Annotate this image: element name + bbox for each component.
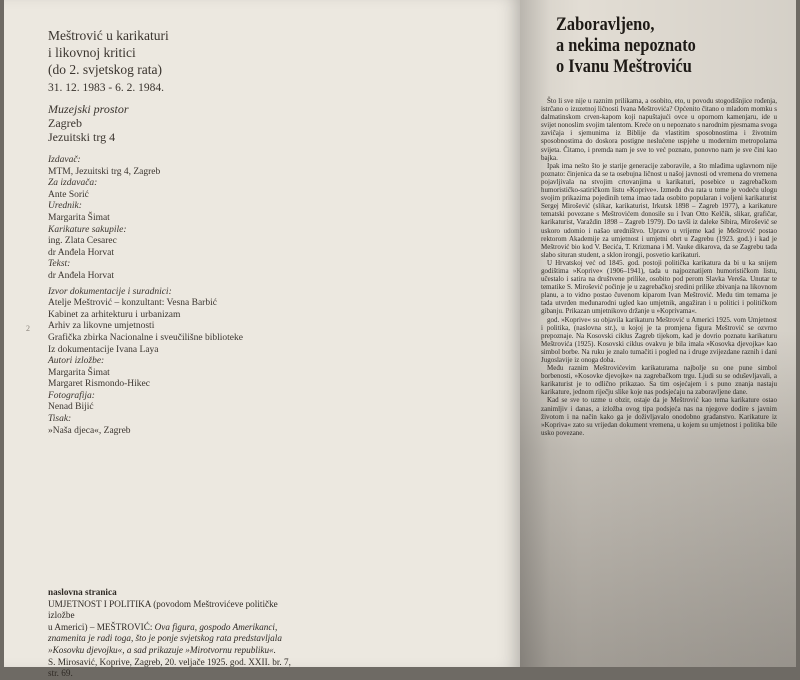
credit-sources bbox=[48, 287, 348, 357]
credit-label: Karikature sakupile: bbox=[48, 224, 127, 235]
credit-label: Fotografija: bbox=[48, 390, 95, 401]
article-paragraph: god. »Koprive« su objavila karikaturu Meštrović u Americi 1925. vom Umjetnost i politika, (naslovna str.), u kojoj je ta promjena figura Meštrović se ozvrno prepoznaje. Na Kosovski ciklus Zagreb tijekom, kad je dovrio poznatu karikaturu Meštrovića (1925). Kosovski ciklus ovakvu je bila imala »Kosovka djevojka« kao simbol borbe. Na ruku je znalo tumačiti i pogled na i druge zvijezdane raznih i dani Jugoslavije iz onoga doba. bbox=[541, 315, 777, 364]
article-paragraph: Među raznim Meštrovićevim karikaturama najbolje su one pune simbol borbenosti, »Kosovke djevojke« na zagrebačkom trgu. Ljudi su se oduševljavali, a karikaturist je to odlično prikazao. Sa tim osjećajem i s puno znanja nastaju karikature, jednom riječju slike koje nas podsjećaju na zaboravljene dane. bbox=[541, 364, 777, 397]
margin-mark: 2 bbox=[26, 324, 30, 333]
credit-value: Margarita Šimat bbox=[48, 367, 110, 378]
credit-value: Margaret Rismondo-Hikec bbox=[48, 379, 150, 390]
credit-value: »Naša djeca«, Zagreb bbox=[48, 425, 131, 436]
credit-value: dr Anđela Horvat bbox=[48, 247, 114, 258]
exhibition-title-line-2: i likovnoj kritici bbox=[48, 45, 136, 60]
credit-value: Margarita Šimat bbox=[48, 212, 110, 223]
exhibition-title-line-3: (do 2. svjetskog rata) bbox=[48, 62, 162, 77]
credit-label: Tekst: bbox=[48, 259, 71, 270]
credit-label: Za izdavača: bbox=[48, 178, 98, 189]
caption-line-3: S. Mirosavić, Koprive, Zagreb, 20. veljače 1925. god. XXII. br. 7, str. 69. bbox=[48, 656, 291, 679]
article-paragraph: Što li sve nije u raznim prilikama, a osobito, eto, u povodu stogodišnjice rođenja, istrčano o izuzetnoj ličnosti Ivana Meštrovića? Općenito čitano o mladom momku s dalmatinskom crven-kapom koji napuštajući ovce u opornom kamenjaru, ide u svijet nonoslim svojim talentom. Kreće on u nepoznato s narodnim pjesmama svoga zavičaja i sjemunima iz Biblije da vlastitim sposobnostima i životnim sposobnostima do doskora postigne neslućene uspjehe u modernim metropolama svijeta. Čitamo, i premda nam je sve to već poznato, ponovno nam je sve čini kao bajka. bbox=[541, 97, 778, 162]
venue-city: Zagreb bbox=[48, 116, 82, 130]
credit-value: Iz dokumentacije Ivana Laya bbox=[48, 344, 159, 355]
credit-label: Autori izložbe: bbox=[48, 356, 105, 367]
credit-editor bbox=[48, 201, 348, 224]
credit-label: Urednik: bbox=[48, 201, 82, 212]
credit-value: Grafička zbirka Nacionalne i sveučilišne biblioteke bbox=[48, 332, 243, 343]
article-title-line-1: Zaboravljeno, bbox=[556, 14, 655, 35]
article-title-line-3: o Ivanu Meštroviću bbox=[556, 56, 692, 77]
credit-value: Atelje Meštrović – konzultant: Vesna Barbić bbox=[48, 298, 217, 309]
caption-line-1: UMJETNOST I POLITIKA (povodom Meštrovićeve političke izložbe bbox=[48, 598, 278, 621]
credit-authors bbox=[48, 356, 348, 391]
cover-caption bbox=[48, 587, 293, 680]
credit-label: Izvor dokumentacije i suradnici: bbox=[48, 286, 172, 297]
venue-name: Muzejski prostor bbox=[48, 102, 129, 116]
credit-value: ing. Zlata Cesarec bbox=[48, 236, 117, 247]
credit-value: dr Anđela Horvat bbox=[48, 270, 114, 281]
venue-block bbox=[48, 102, 129, 144]
caption-heading: naslovna stranica bbox=[48, 587, 117, 597]
article-paragraph: Ipak ima nešto što je starije generacije zaboravile, a što mlađima uglavnom nije poznato: činjenica da se ta osebujna ličnost u našoj javnosti od vremena do vremena pojavljivala na stvojim crtovanjima u karikaturi, posebice u zagrebačkom humorističko-satiričkom listu »Koprive«. Između dva rata u tome je vodeću ulogu svojim prikazima pojedinih tema imao tada osobito popularan i voljeni karikaturist Sergej Mirošević (slikar, karikaturist, Irkutsk 1898 – Zagreb 1977), a karikature tematski povezane s Meštrovićem donosile su i Ivan Otto Kelčik, slikar, grafičar, karikaturist, Varaždin 1898 – Zagreb 1979). Do tavši iz daleke Sibira, Mirošević se uskoro udomio i našao uredništvo. Upravo u vrijeme kad je Meštrović postao rektorom Akademije za umjetnost i umjetni obrt u Zagrebu (1923. god.) i kad je Meštrović bio kod V. Becića, T. Krizmana i M. Vauke dikarova, da se Zagrebu tada slabo situran student, a sklon irongji, posvetio karikaturi. bbox=[541, 161, 777, 259]
credit-value: Arhiv za likovne umjetnosti bbox=[48, 321, 155, 332]
credit-for-publisher bbox=[48, 178, 348, 201]
credit-collectors bbox=[48, 225, 348, 260]
credit-value: Nenad Bijić bbox=[48, 402, 94, 413]
credit-photography bbox=[48, 391, 348, 414]
exhibition-dates: 31. 12. 1983 - 6. 2. 1984. bbox=[48, 82, 164, 94]
exhibition-title-line-1: Meštrović u karikaturi bbox=[48, 28, 169, 43]
credit-value: Kabinet za arhitekturu i urbanizam bbox=[48, 309, 181, 320]
venue-address: Jezuitski trg 4 bbox=[48, 130, 116, 144]
article-title bbox=[556, 14, 754, 77]
credit-value: Ante Sorić bbox=[48, 189, 89, 200]
credit-print bbox=[48, 414, 348, 437]
credit-publisher bbox=[48, 155, 348, 178]
credits-block bbox=[48, 155, 348, 437]
credit-label: Tisak: bbox=[48, 414, 72, 425]
caption-line-2-upright: u Americi) – MEŠTROVIĆ: bbox=[48, 621, 155, 632]
credit-label: Izdavač: bbox=[48, 155, 81, 165]
article-paragraph: U Hrvatskoj već od 1845. god. postoji politička karikatura da bi u ka snijem godištima »Koprive« (1906–1941), tada u najpoznatijem humorističkom listu, učestalo i satira na društvene prilike, osobito pod perom Slavka Vereša. Unutar te tematike S. Mirošević počinje je u zagrebačkoj sredini prilike zbivanja na likovnom planu, a to vidno postao čuvenom kiparom Ivan Meštrović. Među tim temama je tada utvrđen međunarodni ugled kao umjetnik, angažiran i u politici i političkom gibanju. Prikazan umjetnikovo držanje u »Koprivama«. bbox=[541, 258, 777, 316]
article-paragraph: Kad se sve to uzme u obzir, ostaje da je Meštrović kao tema karikature ostao zanimljiv i danas, a izložba ovog tipa podsjeća nas na njegove dodire s javnim životom i na način kako ga je doživljavalo onodobno građanstvo. Karikature iz »Kopriva« zato su vrijedan dokument vremena, u kojem su umjetnost i politika bile usko povezane. bbox=[541, 396, 777, 437]
left-page bbox=[4, 0, 520, 679]
exhibition-title bbox=[48, 27, 169, 78]
caption-line-2-italic: Ova figura, gospodo Amerikanci, znamenita je radi toga, što je ponje svjetskog rata predstavljala »Kosovku djevojku«, a sad prikazuje »Mirotvornu republiku«. bbox=[48, 621, 282, 655]
article-body bbox=[541, 97, 777, 437]
caption-line-2 bbox=[48, 622, 293, 657]
credit-text bbox=[48, 259, 348, 282]
article-title-line-2: a nekima nepoznato bbox=[556, 35, 696, 56]
credit-value: MTM, Jezuitski trg 4, Zagreb bbox=[48, 166, 161, 177]
